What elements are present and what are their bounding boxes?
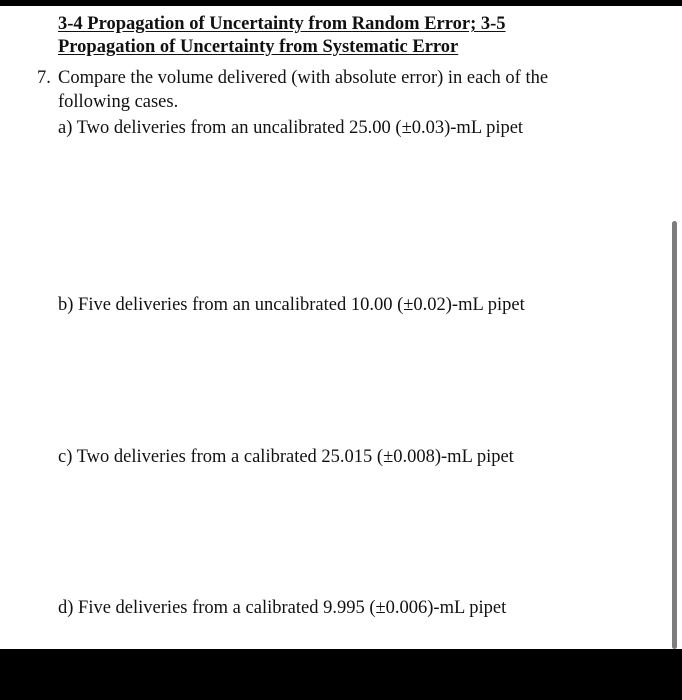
question-number: 7. bbox=[37, 68, 51, 88]
section-heading-line-1: 3-4 Propagation of Uncertainty from Random Error; 3-5 bbox=[58, 14, 506, 34]
bottom-black-bar bbox=[0, 649, 682, 700]
question-part-d bbox=[58, 596, 658, 620]
top-black-bar bbox=[0, 0, 682, 6]
part-b-label: b) bbox=[58, 295, 74, 315]
part-c-label: c) bbox=[58, 447, 73, 467]
question-part-a bbox=[58, 116, 658, 140]
question-part-c bbox=[58, 445, 658, 469]
section-heading bbox=[58, 13, 658, 59]
part-c-text: Two deliveries from a calibrated 25.015 (±0.008)-mL pipet bbox=[76, 447, 514, 467]
part-a-text: Two deliveries from an uncalibrated 25.00 (±0.03)-mL pipet bbox=[76, 118, 524, 138]
part-d-text: Five deliveries from a calibrated 9.995 (±0.006)-mL pipet bbox=[78, 598, 507, 618]
part-b-text: Five deliveries from an uncalibrated 10.00 (±0.02)-mL pipet bbox=[78, 295, 525, 315]
vertical-scrollbar[interactable] bbox=[672, 221, 677, 649]
question-part-b bbox=[58, 293, 658, 317]
part-d-label: d) bbox=[58, 598, 74, 618]
question-text: Compare the volume delivered (with absolute error) in each of the following cases. bbox=[58, 68, 549, 112]
part-a-label: a) bbox=[58, 118, 73, 138]
section-heading-line-2: Propagation of Uncertainty from Systematic Error bbox=[58, 37, 459, 57]
